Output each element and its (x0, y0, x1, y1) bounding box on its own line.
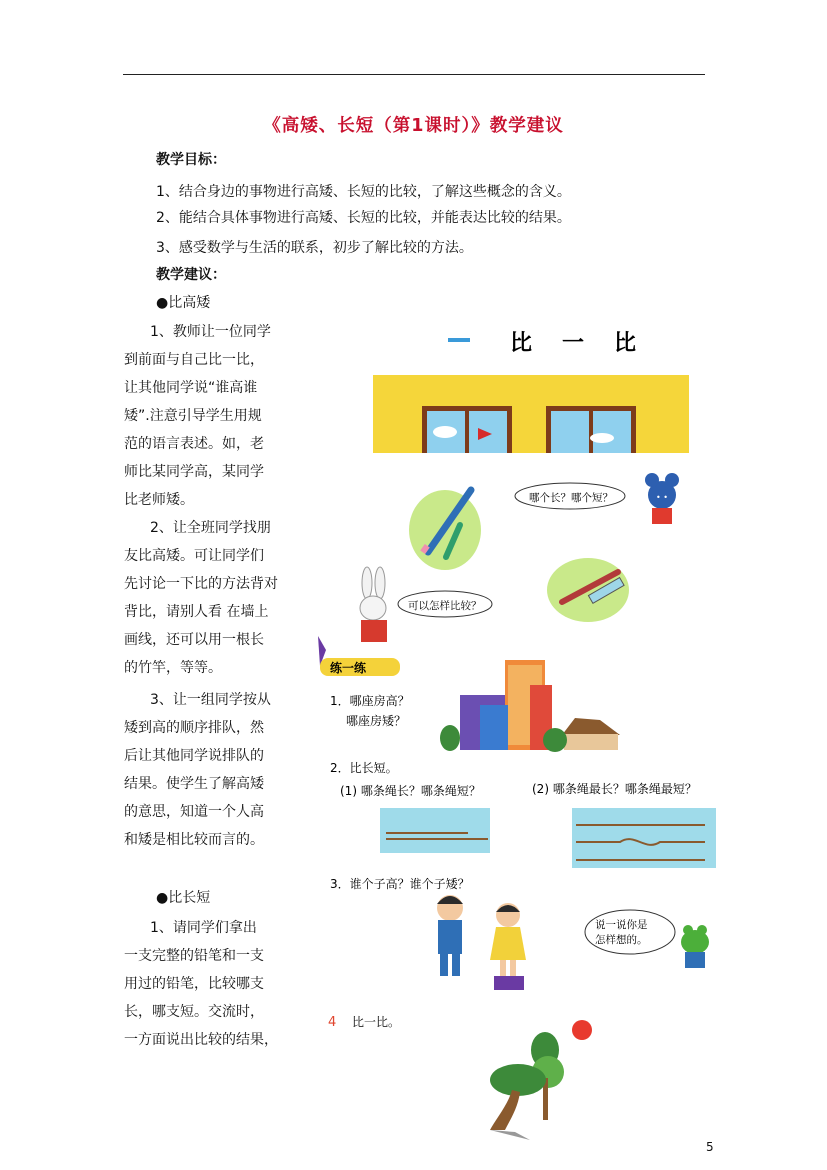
body-line: 让其他同学说“谁高谁 (124, 380, 258, 396)
rabbit-bubble-text: 可以怎样比较？ (408, 600, 482, 612)
body-line: 和矮是相比较而言的。 (124, 832, 264, 848)
mouse-speech (515, 473, 679, 524)
body-line: 后让其他同学说排队的 (124, 748, 264, 764)
body-line: 一方面说出比较的结果， (124, 1032, 278, 1048)
body-line: 比老师矮。 (124, 492, 194, 508)
trees-picture (490, 1020, 592, 1140)
body-line: 先讨论一下比的方法背对 (124, 576, 278, 592)
textbook-heading: 比一比 (510, 331, 667, 356)
section-heading-length: ●比长短 (156, 890, 211, 906)
body-line: 一支完整的铅笔和一支 (124, 948, 264, 964)
wall-scene (373, 375, 689, 453)
q1-text-a: 1．哪座房高？ (330, 694, 410, 708)
body-line: 画线，还可以用一根长 (124, 632, 264, 648)
body-line: 结果。使学生了解高矮 (124, 776, 264, 792)
heading-dash (448, 338, 470, 342)
frog-bubble-text-b: 怎样想的。 (595, 934, 648, 946)
mouse-face-icon: • • (656, 493, 668, 502)
q4-number: 4 (328, 1015, 337, 1030)
objectives-heading: 教学目标： (156, 152, 226, 168)
header-rule (123, 74, 705, 75)
body-line: 的竹竿，等等。 (124, 660, 222, 676)
body-line: 背比，请别人看 在墙上 (124, 604, 269, 620)
pencils-picture (409, 490, 481, 570)
frog-speech (585, 910, 709, 968)
q2-text: 2．比长短。 (330, 761, 398, 775)
practice-text: 练一练 (330, 661, 367, 675)
body-line: 用过的铅笔，比较哪支 (124, 976, 264, 992)
body-line: 到前面与自己比一比， (124, 352, 264, 368)
body-line: 师比某同学高，某同学 (124, 464, 264, 480)
body-line: 1、教师让一位同学 (150, 324, 271, 340)
body-line: 2、让全班同学找朋 (150, 520, 271, 536)
q2-1-text: (1) 哪条绳长？哪条绳短？ (340, 784, 481, 798)
body-line: 长，哪支短。交流时， (124, 1004, 264, 1020)
ropes-panel-1 (380, 808, 490, 853)
body-line: 3、让一组同学按从 (150, 692, 271, 708)
body-line: 矮”.注意引导学生用规 (124, 408, 262, 424)
body-line: 矮到高的顺序排队，然 (124, 720, 264, 736)
q3-text: 3．谁个子高？谁个子矮？ (330, 877, 470, 891)
q2-2-text: (2) 哪条绳最长？哪条绳最短？ (532, 782, 697, 796)
pen-ruler-picture (547, 558, 629, 622)
practice-label (318, 636, 400, 676)
page-title: 《高矮、长短（第1课时）》教学建议 (263, 116, 564, 136)
section-heading-height: ●比高矮 (156, 295, 211, 311)
rabbit-speech (360, 567, 492, 642)
objective-3: 3、感受数学与生活的联系，初步了解比较的方法。 (156, 240, 473, 256)
page-number: 5 (706, 1140, 714, 1154)
buildings-picture (440, 660, 620, 752)
children-picture (437, 895, 526, 990)
textbook-illustration (300, 320, 730, 1150)
q4-text: 比一比。 (352, 1015, 401, 1029)
suggestions-heading: 教学建议： (156, 267, 226, 283)
objective-2: 2、能结合具体事物进行高矮、长短的比较，并能表达比较的结果。 (156, 210, 571, 226)
body-line: 范的语言表述。如，老 (124, 436, 264, 452)
mouse-bubble-text: 哪个长？哪个短？ (529, 492, 613, 504)
body-line: 友比高矮。可让同学们 (124, 548, 264, 564)
body-line: 的意思，知道一个人高 (124, 804, 264, 820)
frog-bubble-text-a: 说一说你是 (595, 919, 648, 931)
objective-1: 1、结合身边的事物进行高矮、长短的比较，了解这些概念的含义。 (156, 184, 571, 200)
body-line: 1、请同学们拿出 (150, 920, 257, 936)
q1-text-b: 哪座房矮？ (346, 714, 407, 728)
ropes-panel-2 (572, 808, 716, 868)
